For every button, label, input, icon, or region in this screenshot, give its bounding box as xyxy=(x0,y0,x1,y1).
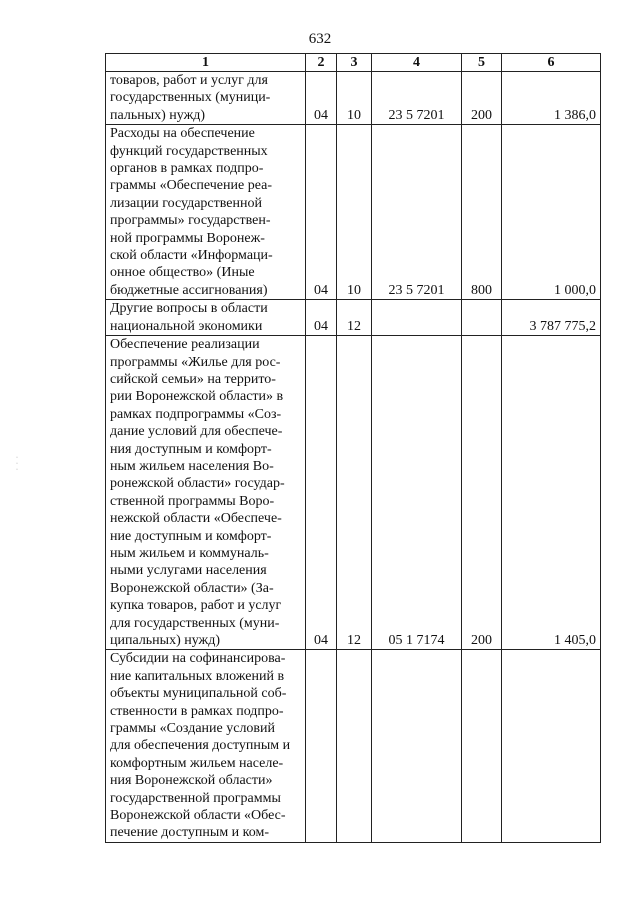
description-line: граммы «Обеспечение реа- xyxy=(110,178,272,194)
table-body xyxy=(106,72,601,843)
section-code: 04 xyxy=(306,125,337,300)
header-col-6: 6 xyxy=(502,54,601,72)
expense-type-code xyxy=(462,300,502,336)
header-col-5: 5 xyxy=(462,54,502,72)
row-description xyxy=(106,72,306,125)
target-article-code: 23 5 7201 xyxy=(372,125,462,300)
description-line: ронежской области» государ- xyxy=(110,476,285,492)
target-article-code xyxy=(372,650,462,842)
expense-type-code: 200 xyxy=(462,336,502,650)
expense-type-code xyxy=(462,650,502,842)
description-line: государственной программы xyxy=(110,790,281,806)
description-line: для обеспечения доступным и xyxy=(110,738,291,754)
description-line: ние доступным и комфорт- xyxy=(110,528,272,544)
subsection-code: 10 xyxy=(337,125,372,300)
description-line: рии Воронежской области» в xyxy=(110,389,284,405)
budget-table xyxy=(105,53,601,843)
description-line: бюджетные ассигнования) xyxy=(110,282,268,298)
description-line: Субсидии на софинансирова- xyxy=(110,651,286,667)
header-col-4: 4 xyxy=(372,54,462,72)
description-line: ным жильем населения Во- xyxy=(110,458,274,474)
description-line: государственных (муници- xyxy=(110,90,271,106)
description-line: Расходы на обеспечение xyxy=(110,126,255,142)
description-line: ной программы Воронеж- xyxy=(110,230,265,246)
description-line: купка товаров, работ и услуг xyxy=(110,598,282,614)
target-article-code: 23 5 7201 xyxy=(372,72,462,125)
subsection-code: 12 xyxy=(337,336,372,650)
description-line: онное общество» (Иные xyxy=(110,265,255,281)
description-line: объекты муниципальной соб- xyxy=(110,686,287,702)
amount: 1 386,0 xyxy=(502,72,601,125)
description-line: печение доступным и ком- xyxy=(110,825,270,841)
description-line: ния Воронежской области» xyxy=(110,773,273,789)
subsection-code xyxy=(337,650,372,842)
expense-type-code: 200 xyxy=(462,72,502,125)
row-description xyxy=(106,336,306,650)
description-line: для государственных (муни- xyxy=(110,615,280,631)
description-line: товаров, работ и услуг для xyxy=(110,73,268,88)
table-row xyxy=(106,300,601,336)
target-article-code xyxy=(372,300,462,336)
description-line: ственности в рамках подпро- xyxy=(110,703,284,719)
description-line: комфортным жильем населе- xyxy=(110,755,284,771)
description-line: программы «Жилье для рос- xyxy=(110,354,281,370)
description-line: Воронежской области «Обес- xyxy=(110,808,286,824)
description-line: ния доступным и комфорт- xyxy=(110,441,272,457)
description-line: нежской области «Обеспече- xyxy=(110,511,282,527)
description-line: граммы «Создание условий xyxy=(110,721,276,737)
description-line: Воронежской области» (За- xyxy=(110,580,274,596)
amount: 3 787 775,2 xyxy=(502,300,601,336)
section-code: 04 xyxy=(306,300,337,336)
header-col-1: 1 xyxy=(106,54,306,72)
description-line: дание условий для обеспече- xyxy=(110,424,283,440)
amount: 1 405,0 xyxy=(502,336,601,650)
description-line: ными услугами населения xyxy=(110,563,267,579)
subsection-code: 10 xyxy=(337,72,372,125)
description-line: ственной программы Воро- xyxy=(110,493,275,509)
amount xyxy=(502,650,601,842)
description-line: функций государственных xyxy=(110,143,268,159)
description-line: ным жильем и коммуналь- xyxy=(110,545,269,561)
target-article-code: 05 1 7174 xyxy=(372,336,462,650)
description-line: ние капитальных вложений в xyxy=(110,668,285,684)
table-row xyxy=(106,336,601,650)
row-description xyxy=(106,650,306,842)
section-code: 04 xyxy=(306,336,337,650)
page-number: 632 xyxy=(308,31,332,47)
description-line: ской области «Информаци- xyxy=(110,248,273,264)
description-line: ципальных) нужд) xyxy=(110,633,221,648)
description-line: программы» государствен- xyxy=(110,213,271,229)
description-line: лизации государственной xyxy=(110,195,262,211)
expense-type-code: 800 xyxy=(462,125,502,300)
amount: 1 000,0 xyxy=(502,125,601,300)
description-line: сийской семьи» на террито- xyxy=(110,371,276,387)
table-row xyxy=(106,125,601,300)
subsection-code: 12 xyxy=(337,300,372,336)
table-row xyxy=(106,72,601,125)
section-code: 04 xyxy=(306,72,337,125)
description-line: органов в рамках подпро- xyxy=(110,161,264,177)
row-description xyxy=(106,300,306,336)
description-line: Обеспечение реализации xyxy=(110,337,260,353)
header-col-3: 3 xyxy=(337,54,372,72)
table-header-row xyxy=(106,54,601,72)
table-row xyxy=(106,650,601,842)
row-description xyxy=(106,125,306,300)
margin-dots: · · · xyxy=(16,455,18,473)
section-code xyxy=(306,650,337,842)
header-col-2: 2 xyxy=(306,54,337,72)
description-line: рамках подпрограммы «Соз- xyxy=(110,406,282,422)
description-line: пальных) нужд) xyxy=(110,107,206,123)
description-line: Другие вопросы в области xyxy=(110,301,268,317)
description-line: национальной экономики xyxy=(110,318,263,334)
